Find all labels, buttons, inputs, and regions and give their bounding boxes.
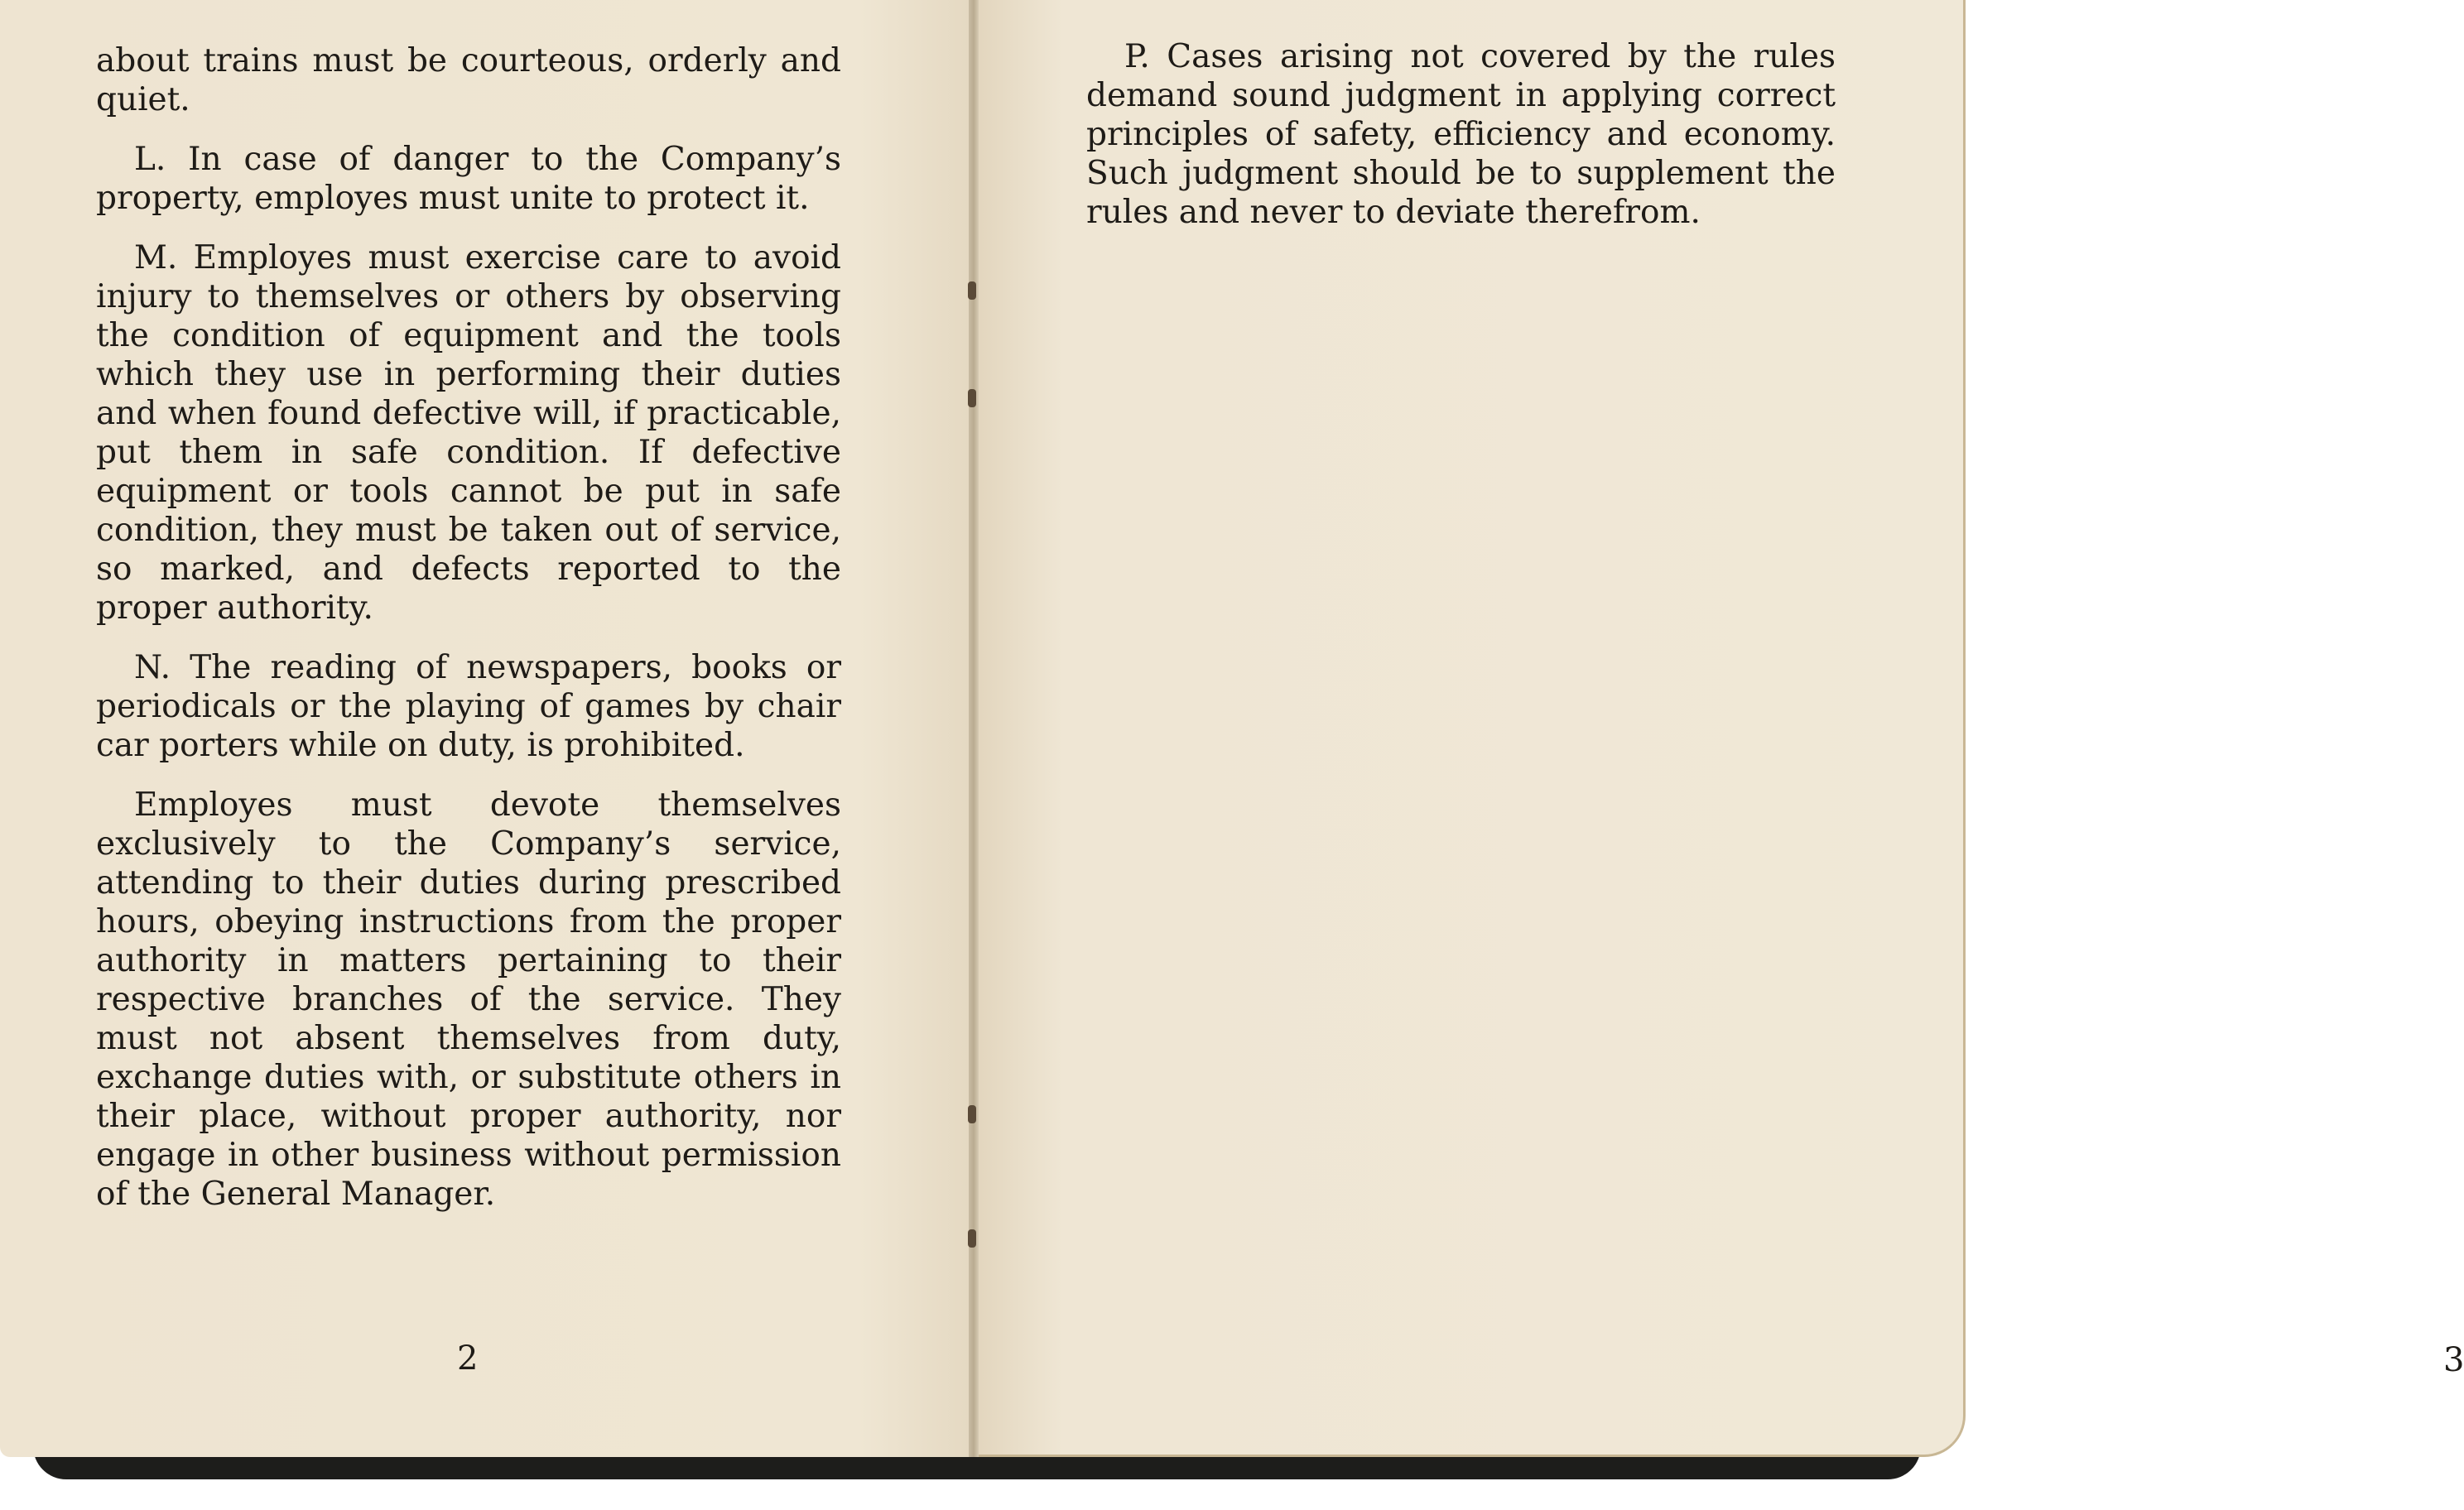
paragraph-continuation: about trains must be courteous, orderly and quiet. [96, 42, 841, 118]
paragraph-rule-m: M. Employes must exercise care to avoid injury to themselves or others by observing the condition of equipment and the tools which they use in performing their duties and when found defective will, if practicable, put them in safe condition. If defective equipment or tools cannot be put in safe condition, they must be taken out of service, so marked, and defects reported to the proper authority. [96, 239, 841, 627]
left-page [0, 0, 977, 1457]
binding-stitch [968, 389, 976, 407]
paragraph-rule-p: P. Cases arising not covered by the rules demand sound judgment in applying correct principles of safety, efficiency and economy. Such judgment should be to supplement the rules and never to deviate therefrom. [1086, 38, 1836, 231]
page-number-right: 3 [2443, 1341, 2464, 1379]
binding-stitch [968, 1105, 976, 1123]
right-page-text [1086, 37, 1836, 252]
left-page-text [96, 41, 841, 1234]
paragraph-employes-devotion: Employes must devote themselves exclusively to the Company’s service, attending to their duties during prescribed hours, obeying instructions from the proper authority in matters pertaining to their respective branches of the service. They must not absent themselves from duty, exchange duties with, or substitute others in their place, without proper authority, nor engage in other business without permission of the General Manager. [96, 786, 841, 1213]
paragraph-rule-l: L. In case of danger to the Company’s property, employes must unite to protect it. [96, 141, 841, 217]
binding-stitch [968, 1229, 976, 1248]
binding-stitch [968, 281, 976, 300]
paragraph-rule-n: N. The reading of newspapers, books or periodicals or the playing of games by chair car porters while on duty, is prohibited. [96, 649, 841, 764]
page-number-left: 2 [457, 1339, 479, 1378]
